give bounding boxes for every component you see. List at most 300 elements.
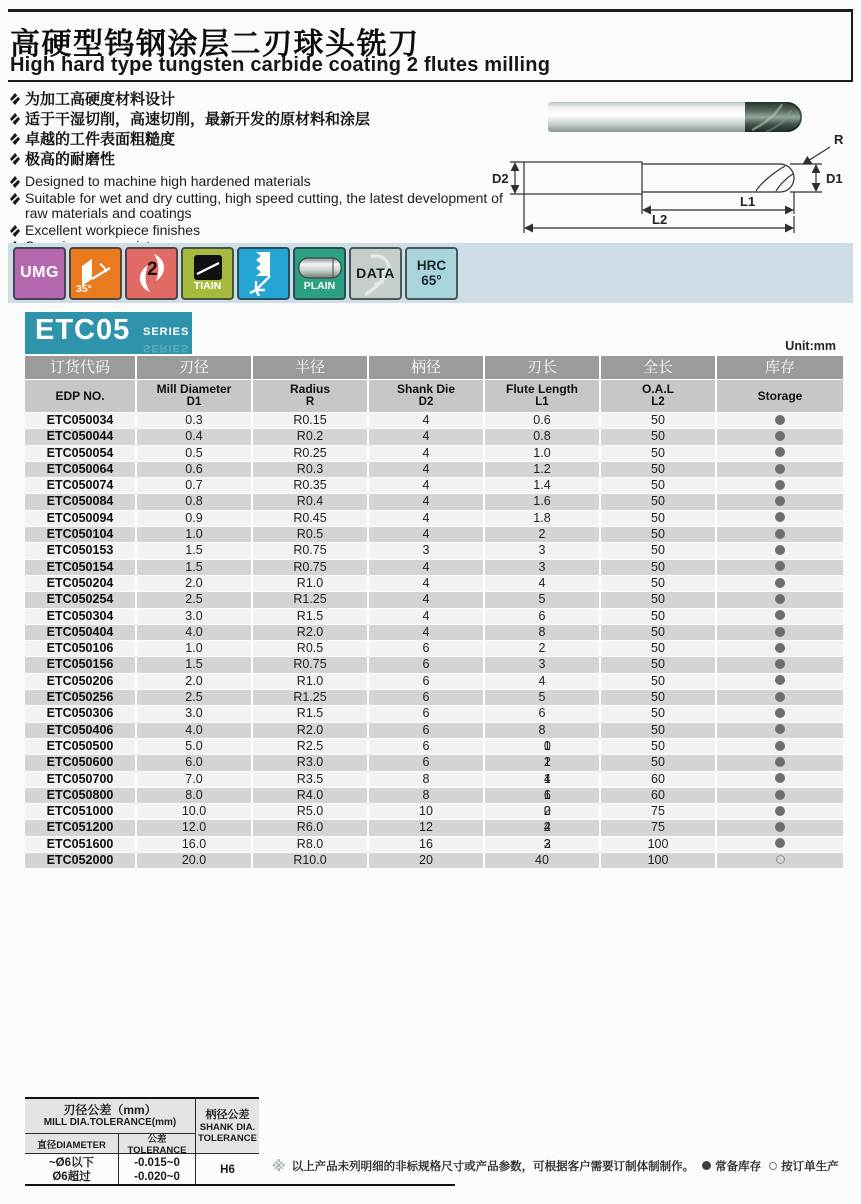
table-row [25, 706, 843, 721]
shank-die: 4 [369, 609, 483, 624]
storage-cell [717, 413, 843, 428]
table-row [25, 657, 843, 672]
edp-no: ETC050044 [25, 429, 135, 444]
table-row [25, 527, 843, 542]
oal: 50 [601, 478, 715, 493]
stock-dot-icon [775, 610, 785, 620]
page-title-zh: 高硬型钨钢涂层二刃球头铣刀 [10, 28, 420, 61]
feature-item-zh-text: 适于干湿切削，高速切削，最新开发的原材料和涂层 [25, 111, 371, 128]
oal: 50 [601, 527, 715, 542]
badge-mill-type [237, 247, 290, 300]
table-row [25, 723, 843, 738]
mill-diameter: 1.0 [137, 641, 251, 656]
mill-diameter: 2.0 [137, 674, 251, 689]
col-header-oal: O.A.L L2 [601, 380, 715, 412]
shank-die: 6 [369, 723, 483, 738]
radius: R5.0 [253, 804, 367, 819]
tolerance-value-cell: -0.015~0 -0.020~0 [118, 1153, 195, 1186]
edp-no: ETC050404 [25, 625, 135, 640]
oal: 50 [601, 560, 715, 575]
bullet-icon [10, 176, 20, 188]
mill-diameter: 0.8 [137, 494, 251, 509]
mill-diameter: 0.7 [137, 478, 251, 493]
shank-die: 4 [369, 576, 483, 591]
storage-cell [717, 576, 843, 591]
mill-diameter: 1.5 [137, 657, 251, 672]
table-row [25, 804, 843, 819]
shank-die: 4 [369, 592, 483, 607]
table-row [25, 739, 843, 754]
col-header-shank-zh: 柄径 [369, 356, 483, 379]
bullet-icon [10, 133, 20, 145]
table-row [25, 494, 843, 509]
edp-no: ETC050204 [25, 576, 135, 591]
stock-dot-icon [775, 545, 785, 555]
data-label: DATA [356, 265, 395, 281]
flute-length: 5 [485, 690, 599, 705]
edp-no: ETC050153 [25, 543, 135, 558]
table-row [25, 641, 843, 656]
feature-item-en [10, 191, 515, 222]
shank-die: 4 [369, 625, 483, 640]
storage-cell [717, 657, 843, 672]
stock-dot-icon [775, 838, 785, 848]
shank-die: 4 [369, 560, 483, 575]
stock-dot-icon [775, 415, 785, 425]
stock-dot-icon [775, 529, 785, 539]
table-row [25, 413, 843, 428]
oal: 50 [601, 462, 715, 477]
stock-dot-icon [775, 480, 785, 490]
shank-style-label: PLAIN [303, 279, 336, 292]
feature-item-zh-text: 极高的耐磨性 [25, 151, 116, 168]
badge-coating [181, 247, 234, 300]
edp-no: ETC051000 [25, 804, 135, 819]
col-header-storage-zh: 库存 [717, 356, 843, 379]
oal: 50 [601, 755, 715, 770]
stock-dot-icon [775, 757, 785, 767]
shank-die: 4 [369, 494, 483, 509]
footnote [272, 1158, 850, 1175]
radius: R0.25 [253, 446, 367, 461]
radius: R3.0 [253, 755, 367, 770]
edp-no: ETC050256 [25, 690, 135, 705]
feature-item-en [10, 174, 515, 190]
stock-dot-icon [775, 643, 785, 653]
feature-section [10, 90, 515, 256]
col-header-storage: Storage [717, 380, 843, 412]
edp-no: ETC050500 [25, 739, 135, 754]
radius: R10.0 [253, 853, 367, 868]
radius: R0.45 [253, 511, 367, 526]
edp-no: ETC050074 [25, 478, 135, 493]
feature-item-zh [10, 150, 515, 169]
radius: R2.0 [253, 723, 367, 738]
coating-label: TIAIN [193, 280, 222, 292]
badge-shank-style [293, 247, 346, 300]
mill-diameter: 10.0 [137, 804, 251, 819]
stock-dot-icon [702, 1161, 711, 1170]
flute-length: 32 [485, 837, 599, 852]
col-header-shank: Shank Die D2 [369, 380, 483, 412]
edp-no: ETC050700 [25, 772, 135, 787]
oal: 75 [601, 804, 715, 819]
flute-length: 6 [485, 609, 599, 624]
table-row [25, 674, 843, 689]
badge-flute-count [125, 247, 178, 300]
feature-list-zh [10, 90, 515, 169]
feature-item-en-text: Suitable for wet and dry cutting, high speed cutting, the latest development of raw materials and coatings [25, 189, 503, 221]
radius: R2.5 [253, 739, 367, 754]
order-dot-icon [776, 855, 785, 864]
shank-die: 4 [369, 429, 483, 444]
edp-no: ETC050084 [25, 494, 135, 509]
mill-tolerance-header: 刃径公差（mm） MILL DIA.TOLERANCE(mm) [25, 1099, 195, 1133]
edp-no: ETC051600 [25, 837, 135, 852]
edp-no: ETC052000 [25, 853, 135, 868]
shank-die: 6 [369, 641, 483, 656]
flute-length: 24 [485, 820, 599, 835]
stock-dot-icon [775, 692, 785, 702]
bullet-icon [10, 93, 20, 105]
flute-count-label: 2 [147, 258, 158, 280]
stock-dot-icon [775, 464, 785, 474]
storage-cell [717, 853, 843, 868]
oal: 50 [601, 739, 715, 754]
mill-diameter: 2.5 [137, 592, 251, 607]
flute-length: 14 [485, 772, 599, 787]
shank-tolerance-header: 柄径公差 SHANK DIA. TOLERANCE [195, 1099, 259, 1153]
flute-length: 4 [485, 674, 599, 689]
flute-length: 6 [485, 706, 599, 721]
edp-no: ETC050104 [25, 527, 135, 542]
mill-diameter: 1.5 [137, 543, 251, 558]
oal: 50 [601, 657, 715, 672]
flute-length: 8 [485, 625, 599, 640]
shank-die: 16 [369, 837, 483, 852]
edp-no: ETC050206 [25, 674, 135, 689]
stock-dot-icon [775, 806, 785, 816]
storage-cell [717, 723, 843, 738]
storage-cell [717, 755, 843, 770]
badge-data [349, 247, 402, 300]
flute-length: 2 [485, 527, 599, 542]
edp-no: ETC050800 [25, 788, 135, 803]
feature-item-zh-text: 为加工高硬度材料设计 [25, 91, 176, 108]
top-rule [8, 9, 853, 12]
stock-dot-icon [775, 773, 785, 783]
storage-cell [717, 592, 843, 607]
mill-diameter: 0.5 [137, 446, 251, 461]
flute-length: 1.4 [485, 478, 599, 493]
table-row [25, 429, 843, 444]
feature-item-en-text: Designed to machine high hardened materials [25, 173, 311, 189]
mill-diameter: 1.0 [137, 527, 251, 542]
dim-label-r: R [834, 132, 844, 147]
flute-length: 3 [485, 543, 599, 558]
flute-length: 1.6 [485, 494, 599, 509]
dim-label-d1: D1 [826, 171, 843, 186]
table-row [25, 755, 843, 770]
umg-label: UMG [20, 264, 59, 281]
shank-die: 6 [369, 755, 483, 770]
title-frame-right-rule [851, 9, 853, 80]
table-row [25, 820, 843, 835]
flute-length: 3 [485, 657, 599, 672]
flute-length: 0.8 [485, 429, 599, 444]
edp-no: ETC051200 [25, 820, 135, 835]
table-row [25, 446, 843, 461]
oal: 50 [601, 429, 715, 444]
storage-cell [717, 494, 843, 509]
edp-no: ETC050106 [25, 641, 135, 656]
oal: 60 [601, 788, 715, 803]
flute-length: 4 [485, 576, 599, 591]
radius: R1.0 [253, 674, 367, 689]
shank-die: 8 [369, 772, 483, 787]
table-row [25, 560, 843, 575]
col-header-edp: EDP NO. [25, 380, 135, 412]
tolerance-table-underline [25, 1184, 455, 1186]
flute-length: 1.8 [485, 511, 599, 526]
page-title-en: High hard type tungsten carbide coating 2 flutes milling [10, 54, 551, 76]
storage-cell [717, 641, 843, 656]
storage-cell [717, 446, 843, 461]
shank-die: 4 [369, 478, 483, 493]
stock-dot-icon [775, 790, 785, 800]
feature-item-zh [10, 110, 515, 129]
flute-length: 1.2 [485, 462, 599, 477]
tool-photo [548, 102, 802, 132]
bullet-icon [10, 153, 20, 165]
unit-label: Unit:mm [785, 339, 836, 353]
shank-die: 4 [369, 527, 483, 542]
diameter-range-cell: ~Ø6以下 Ø6超过 [25, 1153, 118, 1186]
flute-length: 3 [485, 560, 599, 575]
oal: 50 [601, 641, 715, 656]
series-code: ETC05 [35, 314, 131, 346]
mill-diameter: 0.4 [137, 429, 251, 444]
mill-diameter: 16.0 [137, 837, 251, 852]
storage-cell [717, 543, 843, 558]
feature-item-zh-text: 卓越的工件表面粗糙度 [25, 131, 176, 148]
table-row [25, 772, 843, 787]
series-suffix-reflection: SERIES [143, 342, 190, 354]
stock-dot-icon [775, 659, 785, 669]
shank-die: 4 [369, 462, 483, 477]
radius: R8.0 [253, 837, 367, 852]
flute-length: 8 [485, 723, 599, 738]
stock-dot-icon [775, 512, 785, 522]
col-header-flute-zh: 刃长 [485, 356, 599, 379]
mill-diameter: 12.0 [137, 820, 251, 835]
hardness-scale-label: HRC [416, 258, 447, 273]
bullet-icon [10, 225, 20, 237]
stock-legend-label: 常备库存 [715, 1161, 762, 1173]
stock-dot-icon [775, 724, 785, 734]
storage-cell [717, 739, 843, 754]
shank-die: 10 [369, 804, 483, 819]
table-row [25, 853, 843, 868]
flute-length: 1.0 [485, 446, 599, 461]
radius: R4.0 [253, 788, 367, 803]
flute-length: 0.6 [485, 413, 599, 428]
flute-length: 2 [485, 641, 599, 656]
mill-diameter: 8.0 [137, 788, 251, 803]
tolerance-col-header: 公差TOLERANCE [118, 1133, 195, 1153]
shank-die: 6 [369, 657, 483, 672]
ball-mill-icon [242, 250, 286, 296]
storage-cell [717, 511, 843, 526]
hardness-value-label: 65° [421, 273, 442, 288]
table-row [25, 609, 843, 624]
radius: R6.0 [253, 820, 367, 835]
flute-length: 40 [485, 853, 599, 868]
storage-cell [717, 706, 843, 721]
table-row [25, 690, 843, 705]
table-header-zh [25, 356, 843, 379]
edp-no: ETC050094 [25, 511, 135, 526]
bullet-icon [10, 193, 20, 205]
dim-label-l1: L1 [740, 194, 756, 209]
radius: R0.75 [253, 657, 367, 672]
badge-helix-angle [69, 247, 122, 300]
spec-badge-band [8, 243, 853, 303]
col-header-oal-zh: 全长 [601, 356, 715, 379]
shank-die: 20 [369, 853, 483, 868]
table-row [25, 462, 843, 477]
radius: R0.5 [253, 641, 367, 656]
mill-diameter: 0.3 [137, 413, 251, 428]
table-row [25, 576, 843, 591]
shank-die: 12 [369, 820, 483, 835]
storage-cell [717, 674, 843, 689]
radius: R0.4 [253, 494, 367, 509]
storage-cell [717, 462, 843, 477]
table-row [25, 788, 843, 803]
edp-no: ETC050306 [25, 706, 135, 721]
radius: R2.0 [253, 625, 367, 640]
oal: 50 [601, 494, 715, 509]
shank-die: 6 [369, 690, 483, 705]
stock-dot-icon [775, 708, 785, 718]
radius: R1.5 [253, 609, 367, 624]
shank-die: 4 [369, 413, 483, 428]
col-header-flute: Flute Length L1 [485, 380, 599, 412]
edp-no: ETC050054 [25, 446, 135, 461]
edp-no: ETC050406 [25, 723, 135, 738]
edp-no: ETC050034 [25, 413, 135, 428]
radius: R0.2 [253, 429, 367, 444]
storage-cell [717, 625, 843, 640]
feature-item-zh [10, 130, 515, 149]
radius: R0.35 [253, 478, 367, 493]
mill-diameter: 1.5 [137, 560, 251, 575]
storage-cell [717, 837, 843, 852]
tool-diagram [490, 86, 860, 241]
mill-diameter: 5.0 [137, 739, 251, 754]
flute-length: 10 [485, 739, 599, 754]
oal: 60 [601, 772, 715, 787]
tolerance-table [25, 1097, 259, 1186]
series-banner [25, 312, 192, 354]
oal: 50 [601, 446, 715, 461]
table-row [25, 837, 843, 852]
storage-cell [717, 527, 843, 542]
stock-dot-icon [775, 561, 785, 571]
storage-cell [717, 429, 843, 444]
table-row [25, 592, 843, 607]
edp-no: ETC050304 [25, 609, 135, 624]
stock-dot-icon [775, 447, 785, 457]
shank-die: 4 [369, 511, 483, 526]
table-body [25, 413, 843, 868]
edp-no: ETC050600 [25, 755, 135, 770]
mill-diameter: 0.6 [137, 462, 251, 477]
oal: 50 [601, 543, 715, 558]
radius: R0.75 [253, 543, 367, 558]
table-row [25, 625, 843, 640]
stock-dot-icon [775, 431, 785, 441]
mill-diameter: 2.0 [137, 576, 251, 591]
edp-no: ETC050156 [25, 657, 135, 672]
edp-no: ETC050254 [25, 592, 135, 607]
mill-diameter: 20.0 [137, 853, 251, 868]
table-row [25, 478, 843, 493]
stock-dot-icon [775, 741, 785, 751]
flute-length: 16 [485, 788, 599, 803]
dim-label-d2: D2 [492, 171, 509, 186]
badge-hardness [405, 247, 458, 300]
col-header-d1: Mill Diameter D1 [137, 380, 251, 412]
dim-label-l2: L2 [652, 212, 668, 227]
storage-cell [717, 560, 843, 575]
shank-die: 6 [369, 674, 483, 689]
table-row [25, 543, 843, 558]
radius: R0.5 [253, 527, 367, 542]
oal: 50 [601, 674, 715, 689]
mill-diameter: 6.0 [137, 755, 251, 770]
oal: 50 [601, 625, 715, 640]
series-suffix: SERIES [143, 326, 190, 338]
oal: 50 [601, 609, 715, 624]
oal: 50 [601, 576, 715, 591]
table-header-en [25, 380, 843, 412]
radius: R1.0 [253, 576, 367, 591]
mill-diameter: 3.0 [137, 706, 251, 721]
oal: 50 [601, 706, 715, 721]
shank-die: 8 [369, 788, 483, 803]
col-header-d1-zh: 刃径 [137, 356, 251, 379]
coating-icon [193, 254, 223, 281]
radius: R3.5 [253, 772, 367, 787]
mill-diameter: 0.9 [137, 511, 251, 526]
plain-shank-icon [297, 255, 343, 281]
table-row [25, 511, 843, 526]
oal: 50 [601, 723, 715, 738]
mill-diameter: 4.0 [137, 723, 251, 738]
radius: R1.5 [253, 706, 367, 721]
storage-cell [717, 478, 843, 493]
mill-diameter: 4.0 [137, 625, 251, 640]
flute-length: 20 [485, 804, 599, 819]
flute-length: 5 [485, 592, 599, 607]
col-header-radius: Radius R [253, 380, 367, 412]
radius: R1.25 [253, 690, 367, 705]
order-dot-icon [769, 1162, 777, 1170]
stock-dot-icon [775, 496, 785, 506]
storage-cell [717, 690, 843, 705]
